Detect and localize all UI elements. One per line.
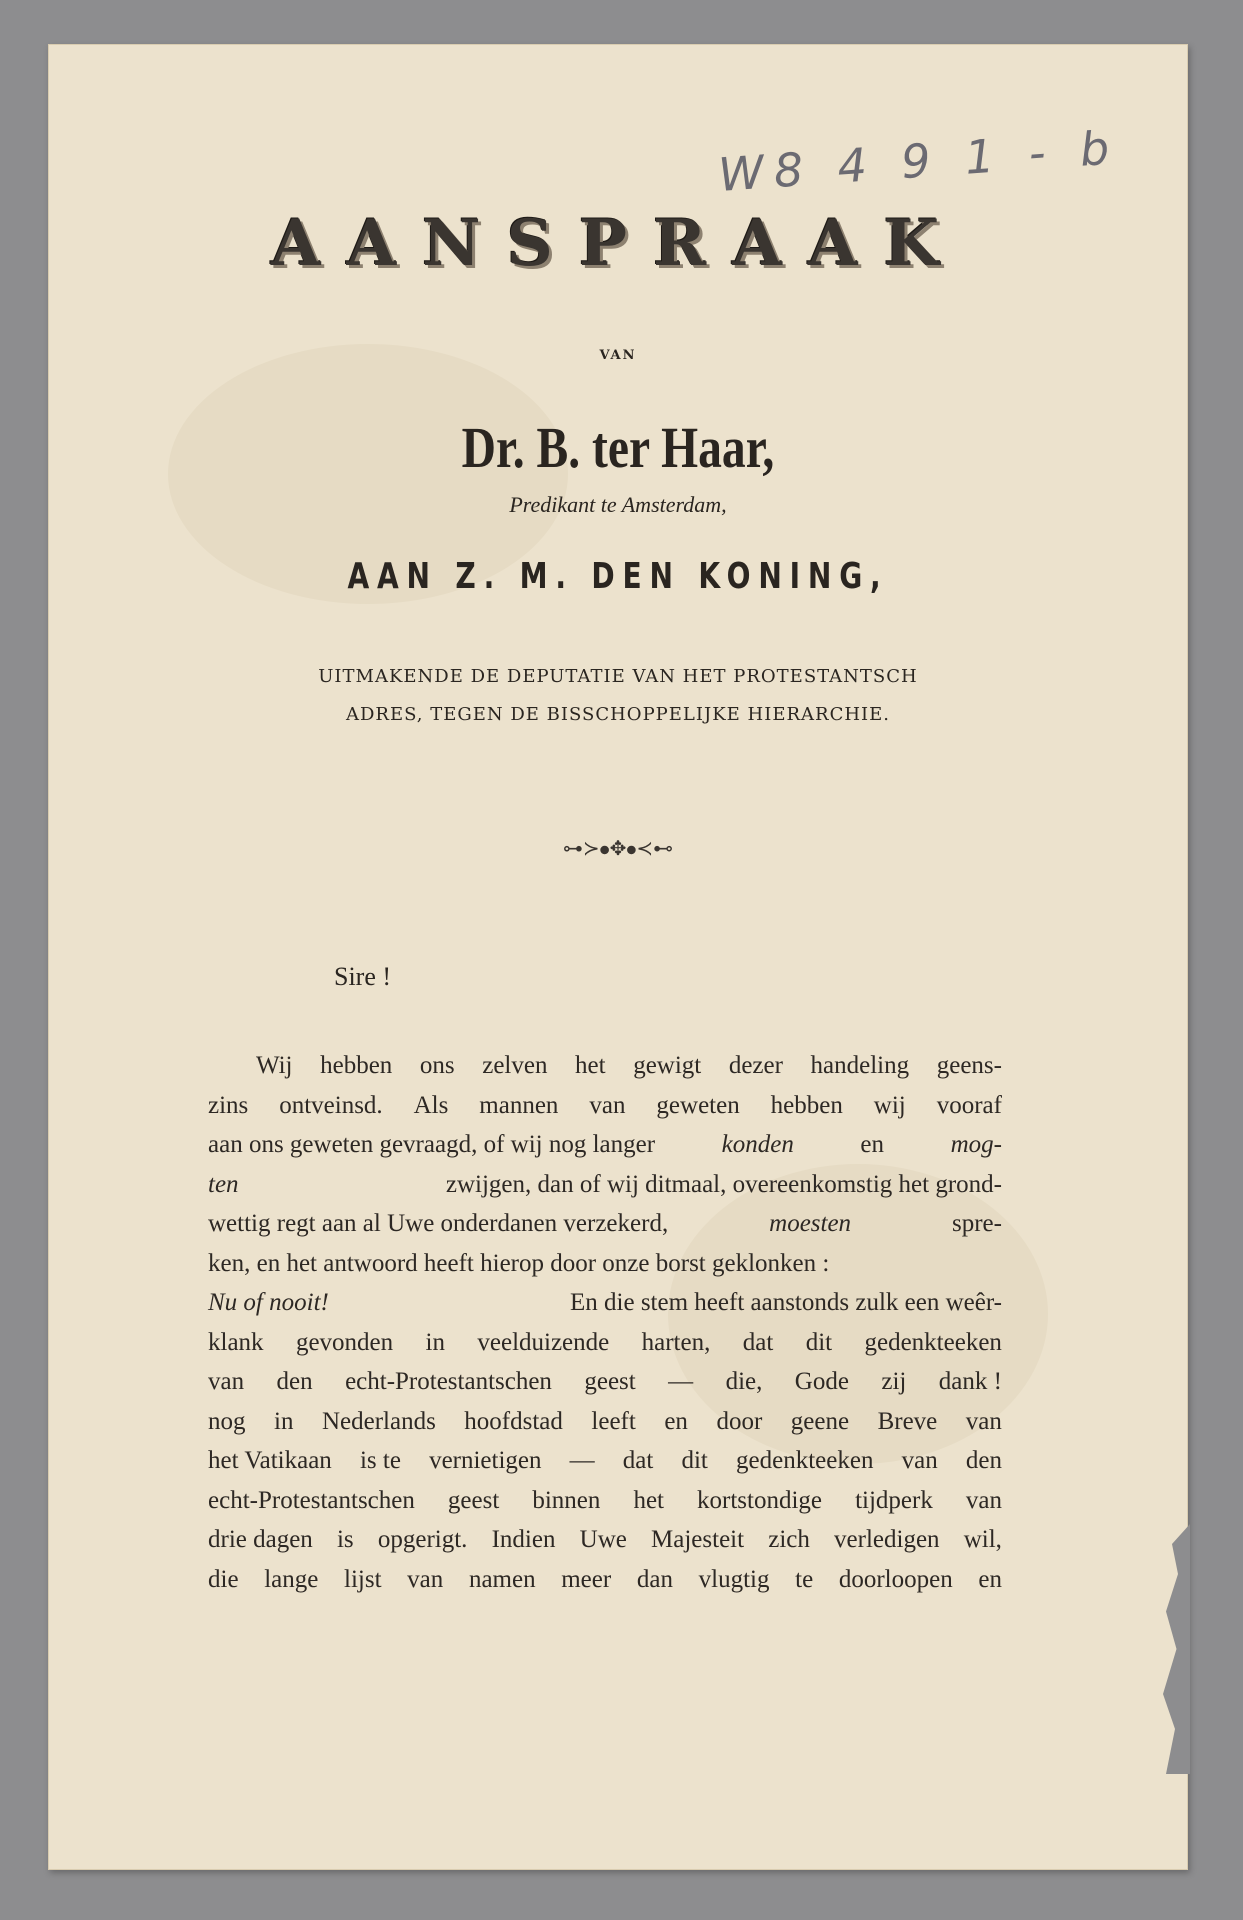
body-line	[208, 1560, 1002, 1600]
word: dit	[805, 1328, 833, 1356]
author-name: Dr. B. ter Haar,	[461, 415, 775, 480]
addressee: AAN Z. M. DEN KONING,	[347, 556, 889, 597]
word: van	[965, 1407, 1002, 1435]
word: drie dagen	[208, 1526, 313, 1553]
body-line	[208, 1441, 1002, 1481]
word: het	[575, 1052, 606, 1079]
body-line	[208, 1244, 1002, 1284]
word: zij	[881, 1368, 907, 1395]
word: dit	[681, 1447, 708, 1474]
word: zins	[208, 1091, 249, 1119]
word: dan	[636, 1565, 673, 1593]
word: en	[664, 1407, 688, 1435]
word: van	[901, 1447, 938, 1474]
body-line	[208, 1165, 1002, 1205]
word: dank !	[938, 1368, 1002, 1395]
word: nog	[208, 1407, 246, 1435]
word: Majesteit	[651, 1526, 745, 1553]
word: Nederlands	[321, 1407, 436, 1435]
word: te	[795, 1565, 814, 1593]
salutation: Sire !	[334, 962, 392, 991]
word: den	[965, 1447, 1002, 1474]
word: binnen	[532, 1486, 601, 1514]
body-text	[208, 1046, 1002, 1599]
word: wil,	[963, 1526, 1002, 1553]
body-line	[208, 1283, 1002, 1323]
word: gewigt	[633, 1052, 702, 1079]
body-line	[208, 1125, 1002, 1165]
text-span: ken, en het antwoord heeft hierop door onze borst geklonken :	[208, 1249, 830, 1277]
document-title: AANSPRAAK	[270, 206, 966, 281]
body-line	[208, 1481, 1002, 1521]
word: doorloopen	[838, 1565, 953, 1593]
text-span: En die stem heeft aanstonds zulk een weêr-	[570, 1289, 1002, 1316]
italic-span: ten	[208, 1170, 239, 1198]
author-role: Predikant te Amsterdam,	[509, 492, 727, 517]
word: lange	[264, 1565, 319, 1593]
body-line	[208, 1046, 1002, 1086]
word: van	[407, 1565, 444, 1593]
word: dat	[742, 1328, 774, 1356]
word: van	[965, 1486, 1002, 1514]
word: opgerigt.	[377, 1526, 468, 1553]
body-line	[208, 1204, 1002, 1244]
word: geest	[447, 1486, 500, 1514]
word: ontveinsd.	[279, 1091, 383, 1119]
word: meer	[561, 1565, 612, 1593]
word: echt-Protestantschen	[345, 1368, 552, 1395]
italic-span: konden	[721, 1131, 794, 1158]
subtitle-line-1: UITMAKENDE DE DEPUTATIE VAN HET PROTESTANTSCH	[318, 666, 918, 687]
word: lijst	[344, 1565, 382, 1593]
word: leeft	[591, 1407, 636, 1435]
word: geest	[584, 1368, 636, 1395]
word: Als	[413, 1091, 449, 1119]
word: die	[208, 1565, 239, 1593]
van-label: VAN	[599, 348, 637, 363]
body-line	[208, 1323, 1002, 1363]
body-line	[208, 1402, 1002, 1442]
word: hebben	[770, 1091, 843, 1119]
word: den	[276, 1368, 313, 1395]
word: hoofdstad	[464, 1407, 563, 1435]
body-line	[208, 1520, 1002, 1560]
italic-span: mog-	[950, 1131, 1002, 1158]
body-line	[208, 1362, 1002, 1402]
word: geene	[790, 1407, 850, 1435]
word: tijdperk	[855, 1486, 933, 1514]
text-span: wettig regt aan al Uwe onderdanen verzekerd,	[208, 1210, 669, 1237]
word: zich	[768, 1526, 810, 1553]
body-line	[208, 1086, 1002, 1126]
word: en	[978, 1565, 1002, 1593]
word: Gode	[794, 1368, 849, 1395]
text-span: en	[860, 1131, 885, 1158]
word: verledigen	[834, 1526, 940, 1553]
word: Breve	[877, 1407, 938, 1435]
word: is	[336, 1526, 354, 1553]
word: Indien	[491, 1526, 556, 1553]
word: vooraf	[936, 1091, 1002, 1119]
word: van	[589, 1091, 626, 1119]
word: vlugtig	[698, 1565, 770, 1593]
word: —	[668, 1368, 694, 1395]
word: in	[274, 1407, 294, 1435]
word: hebben	[320, 1052, 393, 1079]
word: het Vatikaan	[208, 1447, 332, 1474]
word: door	[716, 1407, 763, 1435]
word: Wij	[256, 1052, 293, 1079]
word: wij	[873, 1091, 906, 1119]
word: geens-	[936, 1052, 1002, 1079]
word: ons	[419, 1052, 455, 1079]
italic-span: moesten	[769, 1210, 852, 1237]
document-page	[48, 44, 1188, 1870]
word: gedenkteeken	[736, 1447, 874, 1474]
word: in	[425, 1328, 445, 1356]
word: kortstondige	[697, 1486, 823, 1514]
torn-edge	[1160, 1524, 1190, 1774]
italic-span: Nu of nooit!	[208, 1289, 329, 1316]
word: die,	[725, 1368, 763, 1395]
word: is te	[359, 1447, 401, 1474]
word: veelduizende	[477, 1328, 610, 1356]
handwritten-annotation: W8 4 9 1 - b	[716, 120, 1121, 202]
word: —	[569, 1447, 595, 1474]
word: handeling	[810, 1052, 910, 1079]
word: zelven	[482, 1052, 548, 1079]
word: Uwe	[579, 1526, 627, 1553]
word: harten,	[641, 1328, 711, 1356]
ornament-divider: ⊶≻⦁✥⦁≺⊷	[562, 836, 674, 860]
text-span: aan ons geweten gevraagd, of wij nog langer	[208, 1131, 656, 1158]
word: klank	[208, 1328, 264, 1356]
word: mannen	[479, 1091, 559, 1119]
word: gedenkteeken	[864, 1328, 1002, 1356]
word: geweten	[656, 1091, 740, 1119]
word: dezer	[728, 1052, 783, 1079]
word: het	[633, 1486, 664, 1514]
word: vernietigen	[429, 1447, 542, 1474]
word: van	[208, 1368, 245, 1395]
text-span: spre-	[952, 1210, 1002, 1237]
word: gevonden	[295, 1328, 394, 1356]
word: namen	[468, 1565, 536, 1593]
subtitle-line-2: ADRES, TEGEN DE BISSCHOPPELIJKE HIERARCHIE.	[345, 704, 891, 725]
text-span: zwijgen, dan of wij ditmaal, overeenkomstig het grond-	[445, 1170, 1002, 1198]
word: dat	[622, 1447, 654, 1474]
word: echt-Protestantschen	[208, 1486, 415, 1514]
